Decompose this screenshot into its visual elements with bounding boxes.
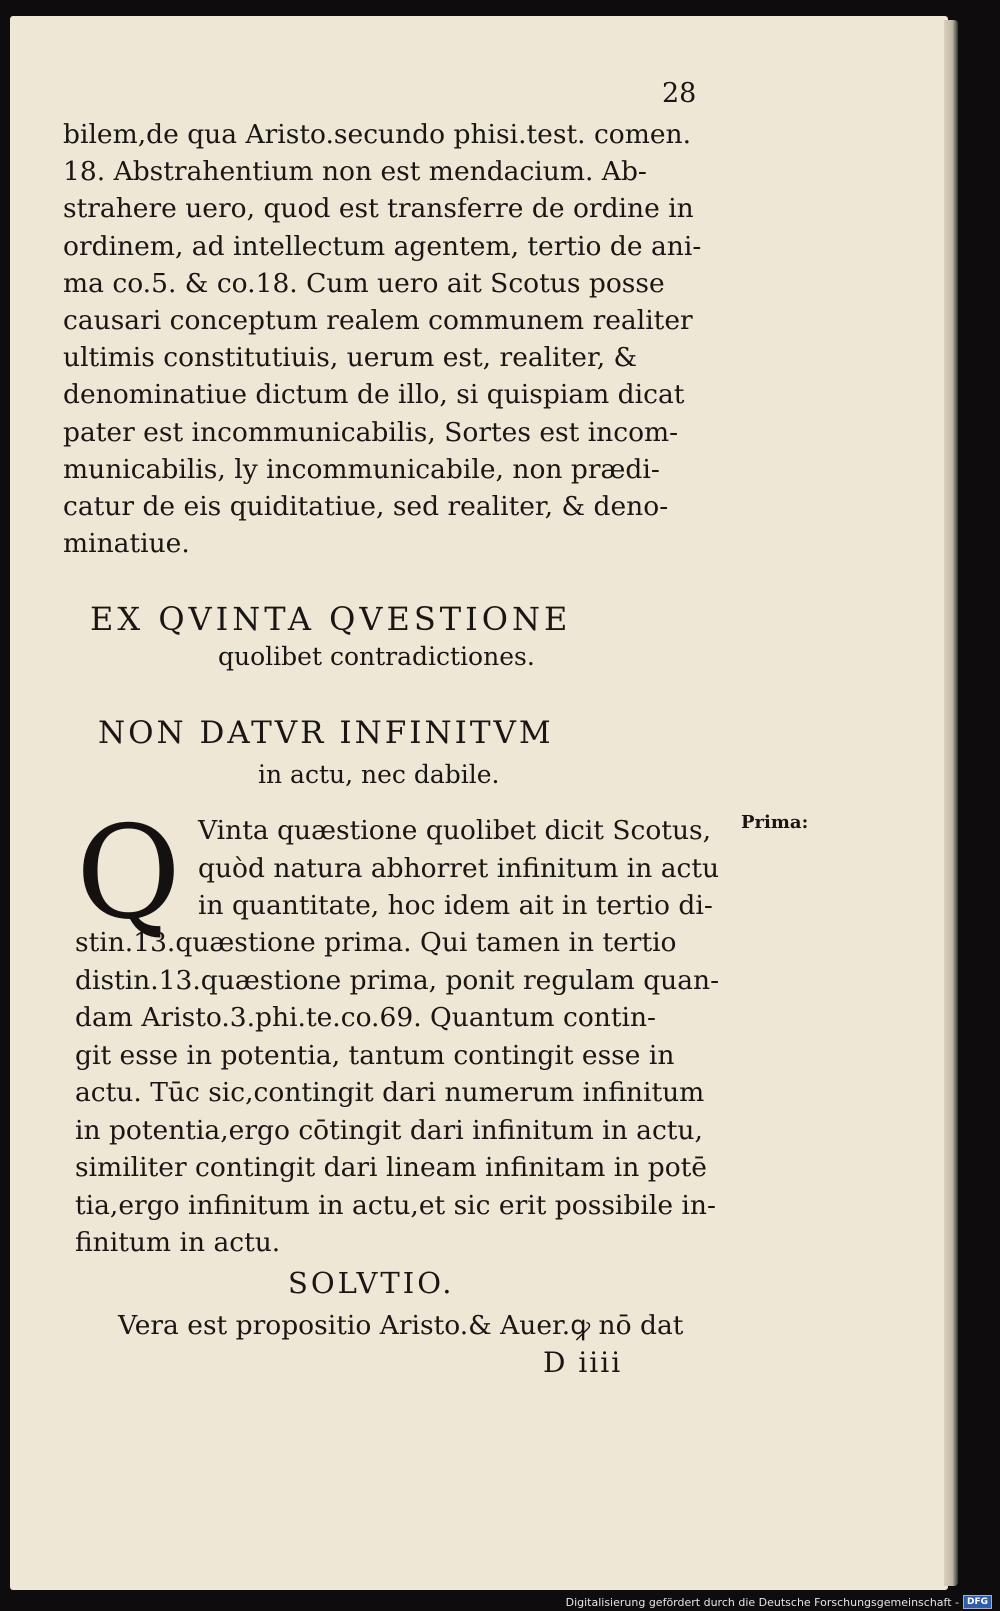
text-line: ultimis constitutiuis, uerum est, realiter, & [63,342,638,374]
text-line: Vera est propositio Aristo.& Auer.ꝙ nō dat [118,1310,684,1341]
text-line: distin.13.quæstione prima, ponit regulam quan- [75,964,720,996]
text-line: minatiue. [63,528,190,560]
page-edge [944,20,958,1586]
text-line: similiter contingit dari lineam infinitam in potē [75,1152,707,1183]
text-line: catur de eis quiditatiue, sed realiter, & deno- [63,491,669,523]
text-line: in quantitate, hoc idem ait in tertio di- [198,890,713,921]
text-line: denominatiue dictum de illo, si quispiam dicat [63,379,685,411]
text-line: dam Aristo.3.phi.te.co.69. Quantum contin- [75,1002,656,1033]
text-line: 18. Abstrahentium non est mendacium. Ab- [63,156,647,188]
paragraph-2 [75,924,719,1262]
section-heading: EX QVINTA QVESTIONE [90,600,572,638]
dfg-logo-icon: DFG [963,1595,992,1609]
text-line: ma co.5. & co.18. Cum uero ait Scotus posse [63,267,665,299]
text-line: municabilis, ly incommunicabile, non prædi- [63,453,660,485]
paragraph-1 [63,116,701,562]
text-line: bilem,de qua Aristo.secundo phisi.test. comen. [63,119,692,150]
text-line: stin.13.quæstione prima. Qui tamen in tertio [75,927,677,958]
paragraph-2-indented [198,812,719,925]
text-line: ordinem, ad intellectum agentem, tertio de ani- [63,230,702,262]
text-line: strahere uero, quod est transferre de ordine in [63,193,694,225]
section-subheading: quolibet contradictiones. [218,642,535,671]
text-line: actu. Tūc sic,contingit dari numerum infinitum [75,1077,705,1108]
text-line: causari conceptum realem communem realiter [63,305,693,337]
signature-mark: D iiii [543,1346,623,1379]
text-line: quòd natura abhorret infinitum in actu [198,852,720,884]
text-line: tia,ergo infinitum in actu,et sic erit possibile in- [75,1189,716,1221]
question-heading: NON DATVR INFINITVM [98,715,554,751]
footer-credit [566,1595,992,1609]
page-number: 28 [662,78,697,109]
margin-note: Prima: [741,812,809,833]
text-line: in potentia,ergo cōtingit dari infinitum in actu, [75,1114,703,1146]
text-line: pater est incommunicabilis, Sortes est incom- [63,416,679,448]
question-subheading: in actu, nec dabile. [258,760,500,789]
text-line: finitum in actu. [75,1227,281,1258]
text-line: Vinta quæstione quolibet dicit Scotus, [198,815,712,846]
text-line: git esse in potentia, tantum contingit esse in [75,1039,675,1071]
drop-cap: Q [76,799,181,948]
footer-text: Digitalisierung gefördert durch die Deutsche Forschungsgemeinschaft - [565,1595,959,1609]
solutio-heading: SOLVTIO. [288,1266,455,1300]
